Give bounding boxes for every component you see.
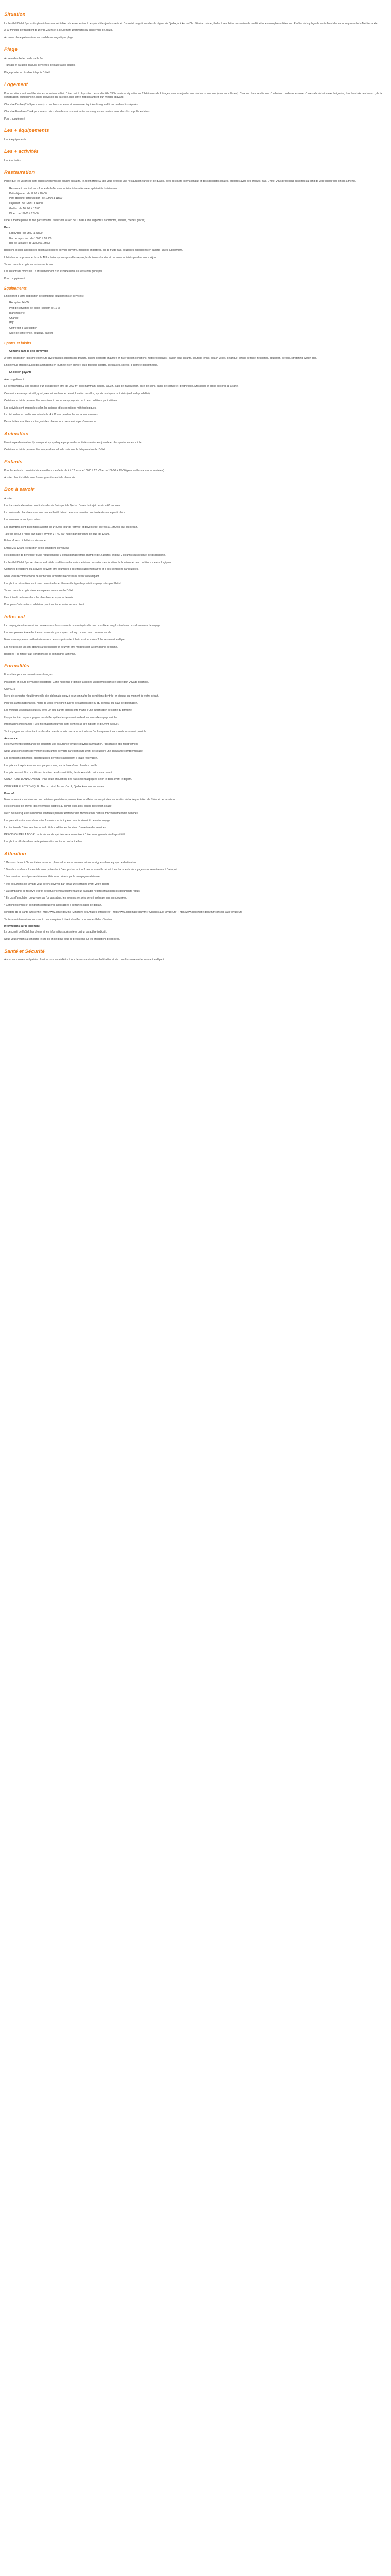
section-enfants [4,459,387,480]
paragraph: Plage privée, accès direct depuis l'hôtel. [4,71,51,75]
paragraph: COVID19 [4,687,15,691]
paragraph: Les chambres sont disponibles à partir de 14h00 le jour de l'arrivée et doivent être libérées à 12h00 le jour du départ. [4,525,138,529]
paragraph: Au sein d'un bel écrin de sable fin. [4,57,44,60]
paragraph: Les conditions générales et particulières de vente s'appliquent à toute réservation. [4,757,98,760]
paragraph: Aucun vaccin n'est obligatoire. Il est recommandé d'être à jour de ses vaccinations habituelles et de consulter votre médecin avant le départ. [4,958,165,962]
paragraph: Nous tenons à vous informer que certaines prestations peuvent être modifiées ou supprimées en fonction de la fréquentation de l'hôtel et de la saison. [4,798,176,801]
paragraph: Nous vous conseillons de vérifier les garanties de votre carte bancaire avant de souscrire une assurance complémentaire. [4,750,144,753]
paragraph: Les prestations incluses dans votre formule sont indiquées dans le descriptif de votre voyage. [4,819,111,822]
paragraph: Merci de noter que les conditions sanitaires peuvent entraîner des modifications dans le fonctionnement des services. [4,812,139,816]
paragraph: Pour les enfants : un mini-club accueille vos enfants de 4 à 12 ans de 10h00 à 12h00 et de 15h00 à 17h00 (pendant les vacances scolaires). [4,469,165,472]
paragraph: Pour un séjour en toute liberté et en toute tranquillité, l'hôtel met à disposition de sa clientèle 333 chambres réparties sur 2 bâtiments de 2 étages, avec vue jardin, vue piscine ou vue mer (avec supplément). Chaque chambre dispose d'un balcon ou d'une terrasse, d'une salle de bain avec baignoire, douche et sèche-cheveux, de la climatisation, du téléphone, d'une télévision par satellite, d'un coffre-fort (payant) et d'un minibar (payant). [4,92,382,99]
paragraph: Pour les autres nationalités, merci de vous renseigner auprès de l'ambassade ou du consulat du pays de destination. [4,702,138,705]
list [4,350,387,354]
paragraph: Bagages : se référer aux conditions de la compagnie aérienne. [4,652,76,656]
section-sante [4,948,387,962]
paragraph: Il appartient à chaque voyageur de vérifier qu'il est en possession de documents de voyage valides. [4,716,118,719]
section-title: Les + équipements [4,128,50,134]
paragraph: Chambre Double (2 à 3 personnes) : chambre spacieuse et lumineuse, équipée d'un grand lit ou de deux lits séparés. [4,103,139,107]
paragraph: Tout voyageur ne présentant pas les documents requis pourra se voir refuser l'embarquement sans remboursement possible. [4,730,147,734]
hotel-description [0,0,391,973]
paragraph: Les enfants de moins de 12 ans bénéficient d'un espace dédié au restaurant principal. [4,270,103,274]
paragraph: Passeport en cours de validité obligatoire. Carte nationale d'identité acceptée uniquement dans le cadre d'un voyage organisé. [4,680,149,684]
paragraph: Des activités adaptées sont organisées chaque jour par une équipe d'animateurs. [4,420,97,423]
list-item: • Compris dans le prix du voyage [9,350,387,354]
list-item: • Bar de la plage : de 10h00 à 17h00 [9,242,387,246]
paragraph: La direction de l'hôtel se réserve le droit de modifier les horaires d'ouverture des services. [4,826,107,829]
paragraph: Certaines activités peuvent être soumises à une tenue appropriée ou à des conditions particulières. [4,399,118,402]
paragraph: Le Zénith Hôtel & Spa se réserve le droit de modifier ou d'annuler certaines prestations en fonction de la saison et des conditions météorologiques. [4,561,172,564]
links-paragraph[interactable]: Ministère de la Santé tunisienne : http://www.santé.gov.tn | "Ministère des Affaires étrangères" : http://www.diplomatie.gouv.fr | "Conseils aux voyageurs" : http://www.diplomatie.gouv.fr/fr/conseils-aux-voyageurs [4,910,242,914]
paragraph: * En cas d'annulation du voyage par l'organisateur, les sommes versées seront intégralement remboursées. [4,896,127,900]
paragraph: L'hôtel vous propose aussi des animations en journée et en soirée : jeux, tournois sportifs, spectacles, soirées à thème et discothèque. [4,364,158,367]
paragraph: Les photos utilisées dans cette présentation sont non contractuelles. [4,840,83,844]
section-title: Situation [4,12,26,18]
paragraph: Enfant -2 ans : lit bébé sur demande [4,539,46,543]
section-title: Équipements [4,286,27,291]
note: Pour : supplément [4,117,25,121]
note: COURRIER ELECTRONIQUE : Djerba Hôtel, Tozeur Cap 2, Djerba Avec vos vacances. [4,785,105,789]
paragraph: Tenue correcte exigée dans les espaces communs de l'hôtel. [4,589,74,592]
section-title: Sports et loisirs [4,341,31,345]
section-plage [4,46,387,75]
section-restauration [4,169,387,281]
paragraph: Les vols peuvent être effectués en avion de type moyen ou long courrier, avec ou sans escale. [4,631,112,635]
paragraph: À noter : [4,497,14,500]
paragraph: Informations importantes : Les informations fournies sont données à titre indicatif et peuvent évoluer. [4,723,119,726]
section-bon-a-savoir [4,486,387,607]
paragraph: Transats et parasols gratuits, serviettes de plage avec caution. [4,64,76,67]
list-item: • Prêt de serviettes de plage (caution de 10 €) [9,307,387,311]
list-item: • En option payante [9,371,387,375]
subtitle: Assurance [4,737,18,740]
paragraph: Les horaires de vol sont donnés à titre indicatif et peuvent être modifiés par la compagnie aérienne. [4,645,118,649]
section-title: Logement [4,81,28,88]
paragraph: Les transferts aller-retour sont inclus depuis l'aéroport de Djerba. Durée du trajet : environ 60 minutes. [4,504,121,507]
paragraph: Il est vivement recommandé de souscrire une assurance voyage couvrant l'annulation, l'assistance et le rapatriement. [4,742,139,746]
paragraph: Il est interdit de fumer dans les chambres et espaces fermés. [4,596,74,600]
list-item: • Coffre-fort à la réception [9,327,387,331]
paragraph: Les mineurs voyageant seuls ou avec un seul parent doivent être munis d'une autorisation de sortie du territoire. [4,708,133,712]
list-item: • Goûter : de 16h00 à 17h00 [9,207,387,211]
paragraph: À noter : les lits bébés sont fournis gratuitement à la demande. [4,476,76,480]
paragraph: Nous vous rappelons qu'il est nécessaire de vous présenter à l'aéroport au moins 2 heures avant le départ. [4,638,126,642]
paragraph: Le nombre de chambres avec vue mer est limité. Merci de nous consulter pour toute demande particulière. [4,511,126,515]
paragraph: * Vos documents de voyage vous seront envoyés par email une semaine avant votre départ. [4,882,110,886]
list-item: • Salle de conférence, boutique, parking [9,332,387,336]
section-logement [4,81,387,121]
paragraph: Pour plus d'informations, n'hésitez pas à contacter notre service client. [4,603,85,607]
paragraph: Le descriptif de l'hôtel, les photos et les informations présentées ont un caractère indicatif. [4,930,107,934]
section-equipements [4,127,387,142]
paragraph: L'hôtel met à votre disposition de nombreux équipements et services : [4,294,84,298]
paragraph: Merci de consulter régulièrement le site diplomatie.gouv.fr pour connaître les conditions d'entrée en vigueur au moment de votre départ. [4,694,159,698]
section-animation [4,431,387,452]
paragraph: * Dans le cas d'un vol, merci de vous présenter à l'aéroport au moins 3 heures avant le départ. Les documents de voyage vous seront remis à l'aéroport. [4,868,178,872]
list-item: • Bar de la piscine : de 10h00 à 18h00 [9,237,387,241]
list [4,232,387,246]
section-situation [4,11,387,40]
section-infos-logement [4,925,387,941]
paragraph: Les + activités [4,159,21,162]
list-item: • Change [9,317,387,321]
paragraph: Les prix sont exprimés en euros, par personne, sur la base d'une chambre double. [4,764,99,767]
section-title: Enfants [4,459,23,465]
paragraph: * Contingentement et conditions particulières applicables à certaines dates de départ. [4,904,102,907]
list-item: • Petit-déjeuner tardif au bar : de 10h00 à 11h00 [9,197,387,201]
paragraph: La compagnie aérienne et les horaires de vol vous seront communiqués dès que possible et au plus tard avec vos documents de voyage. [4,624,161,628]
section-title: Attention [4,851,26,857]
section-title: Restauration [4,170,35,176]
section-title: Les + activités [4,148,39,155]
subtitle: Pour info [4,792,15,795]
list-item: • Blanchisserie [9,312,387,316]
paragraph: Les + équipements [4,138,26,142]
list-item: • WiFi [9,321,387,326]
paragraph: CONDITIONS D'ANNULATION : Pour toute annulation, des frais seront appliqués selon le délai avant le départ. [4,778,132,782]
paragraph: Les photos présentées sont non contractuelles et illustrent le type de prestations proposées par l'hôtel. [4,582,121,585]
list-item: • Lobby Bar : de 9h00 à 23h00 [9,232,387,236]
section-equipements-detail [4,286,387,336]
paragraph: Les prix peuvent être modifiés en fonction des disponibilités, des taxes et du coût du carburant. [4,771,113,774]
list-item: • Réception 24h/24 [9,301,387,306]
paragraph: Au coeur d'une palmeraie et au bord d'une magnifique plage. [4,36,74,40]
paragraph: Les animaux ne sont pas admis. [4,518,41,522]
section-title: Animation [4,431,29,437]
paragraph: Le Zénith Hôtel & Spa dispose d'un espace bien-être de 2000 m² avec hammam, sauna, jacuzzi, salle de musculation, salle de soins, salon de coiffure et d'esthétique. Massages et soins du corps à la carte. [4,385,239,388]
paragraph: Dîner à thème plusieurs fois par semaine. Snack-bar ouvert de 10h00 à 18h00 (pizzas, sandwichs, salades, crêpes, glaces). [4,219,146,223]
paragraph: Centre équestre à proximité, quad, excursions dans le désert, location de vélos, sports nautiques motorisés (selon disponibilité). [4,392,151,395]
paragraph: Il est possible de bénéficier d'une réduction pour 1 enfant partageant la chambre de 2 adultes, et pour 2 enfants sous réserve de disponibilité. [4,553,166,557]
section-sports [4,341,387,425]
paragraph: L'hôtel vous propose une formule All Inclusive qui comprend les repas, les boissons locales et certaines activités pendant votre séjour. [4,256,157,259]
section-title: Formalités [4,663,30,669]
paragraph: Taxe de séjour à régler sur place : environ 3 TND par nuit et par personne de plus de 12 ans. [4,532,110,536]
paragraph: Tenue correcte exigée au restaurant le soir. [4,263,54,266]
paragraph: Les activités sont proposées selon les saisons et les conditions météorologiques. [4,406,97,410]
footnote: Toutes ces informations vous sont communiquées à titre indicatif et sont susceptibles d'évoluer. [4,918,113,921]
list [4,187,387,216]
list-item: • Déjeuner : de 12h30 à 14h30 [9,202,387,206]
paragraph: Une équipe d'animation dynamique et sympathique propose des activités variées en journée et des spectacles en soirée. [4,441,142,445]
paragraph: * La compagnie se réserve le droit de refuser l'embarquement à tout passager ne présentant pas les documents requis. [4,889,141,893]
paragraph: Nous vous recommandons de vérifier les formalités nécessaires avant votre départ. [4,575,100,579]
section-attention [4,851,387,922]
paragraph: À 60 minutes de transport de Djerba-Zarzis et à seulement 10 minutes du centre-ville de Zarzis. [4,29,113,32]
paragraph: Avec supplément : [4,378,26,381]
paragraph: Chambre Familiale (2 à 4 personnes) : deux chambres communicantes ou une grande chambre avec deux lits supplémentaires. [4,110,150,113]
paragraph: Nous vous invitons à consulter le site de l'hôtel pour plus de précisions sur les prestations proposées. [4,937,120,941]
paragraph: Formalités pour les ressortissants français : [4,673,54,677]
list-item: • Restaurant principal sous forme de buffet avec cuisine internationale et spécialités tunisiennes [9,187,387,191]
paragraph: Le Zénith Hôtel & Spa est implanté dans une véritable palmeraie, entouré de splendides jardins verts et d'un relief magnifique dans la région de Djerba, à 4 km de l'île. Situé au calme, il offre à ses hôtes un service de qualité et une atmosphère détendue. Profitez de la plage de sable fin et des eaux turquoise de la Méditerranée. [4,22,378,25]
section-pour-info [4,792,387,844]
paragraph: À votre disposition : piscine extérieure avec transats et parasols gratuits, piscine couverte chauffée en hiver (selon conditions météorologiques), bassin pour enfants, court de tennis, beach-volley, pétanque, tennis de table, fléchettes, aquagym, aérobic, stretching, water-polo. [4,357,317,360]
paragraph: Certaines activités peuvent être suspendues selon la saison et la fréquentation de l'hôtel. [4,448,106,452]
list [4,371,387,375]
section-title: Infos vol [4,614,25,620]
paragraph: Le club enfant accueille vos enfants de 4 à 12 ans pendant les vacances scolaires. [4,413,99,417]
list [4,301,387,335]
paragraph: Parce que les vacances sont aussi synonymes de plaisirs gustatifs, le Zénith Hôtel & Spa vous propose une restauration variée et de qualité, avec des plats internationaux et des spécialités locales, préparés avec des produits frais. L'hôtel vous proposera aussi tout au long de votre séjour des dîners à thème. [4,180,356,183]
paragraph: * Les horaires de vol peuvent être modifiés sans préavis par la compagnie aérienne. [4,875,101,879]
section-formalites [4,663,387,789]
section-title: Plage [4,46,18,53]
paragraph: * Mesures de contrôle sanitaires mises en place selon les recommandations en vigueur dans le pays de destination. [4,861,137,865]
subtitle: Bars [4,226,10,230]
section-title: Bon à savoir [4,487,35,493]
subtitle: Informations sur le logement [4,925,40,928]
paragraph: Certaines prestations ou activités peuvent être soumises à des frais supplémentaires et à des conditions particulières. [4,568,139,571]
note: Pour : supplément [4,277,25,281]
list-item: • Petit-déjeuner : de 7h00 à 10h00 [9,192,387,196]
paragraph: Boissons locales alcoolisées et non alcoolisées servies au verre. Boissons importées, jus de fruits frais, bouteilles et boissons en canette : avec supplément. [4,249,183,252]
paragraph: PRÉCISION DE LA BOOK : toute demande spéciale sera transmise à l'hôtel sans garantie de disponibilité. [4,833,126,837]
list-item: • Dîner : de 19h00 à 21h30 [9,212,387,216]
paragraph: Il est conseillé de prévoir des vêtements adaptés au climat local ainsi qu'une protection solaire. [4,805,112,808]
paragraph: Enfant 2 à 12 ans : réduction selon conditions en vigueur [4,547,69,550]
section-title: Santé et Sécurité [4,948,45,954]
section-infos-vol [4,614,387,656]
section-activites [4,148,387,163]
